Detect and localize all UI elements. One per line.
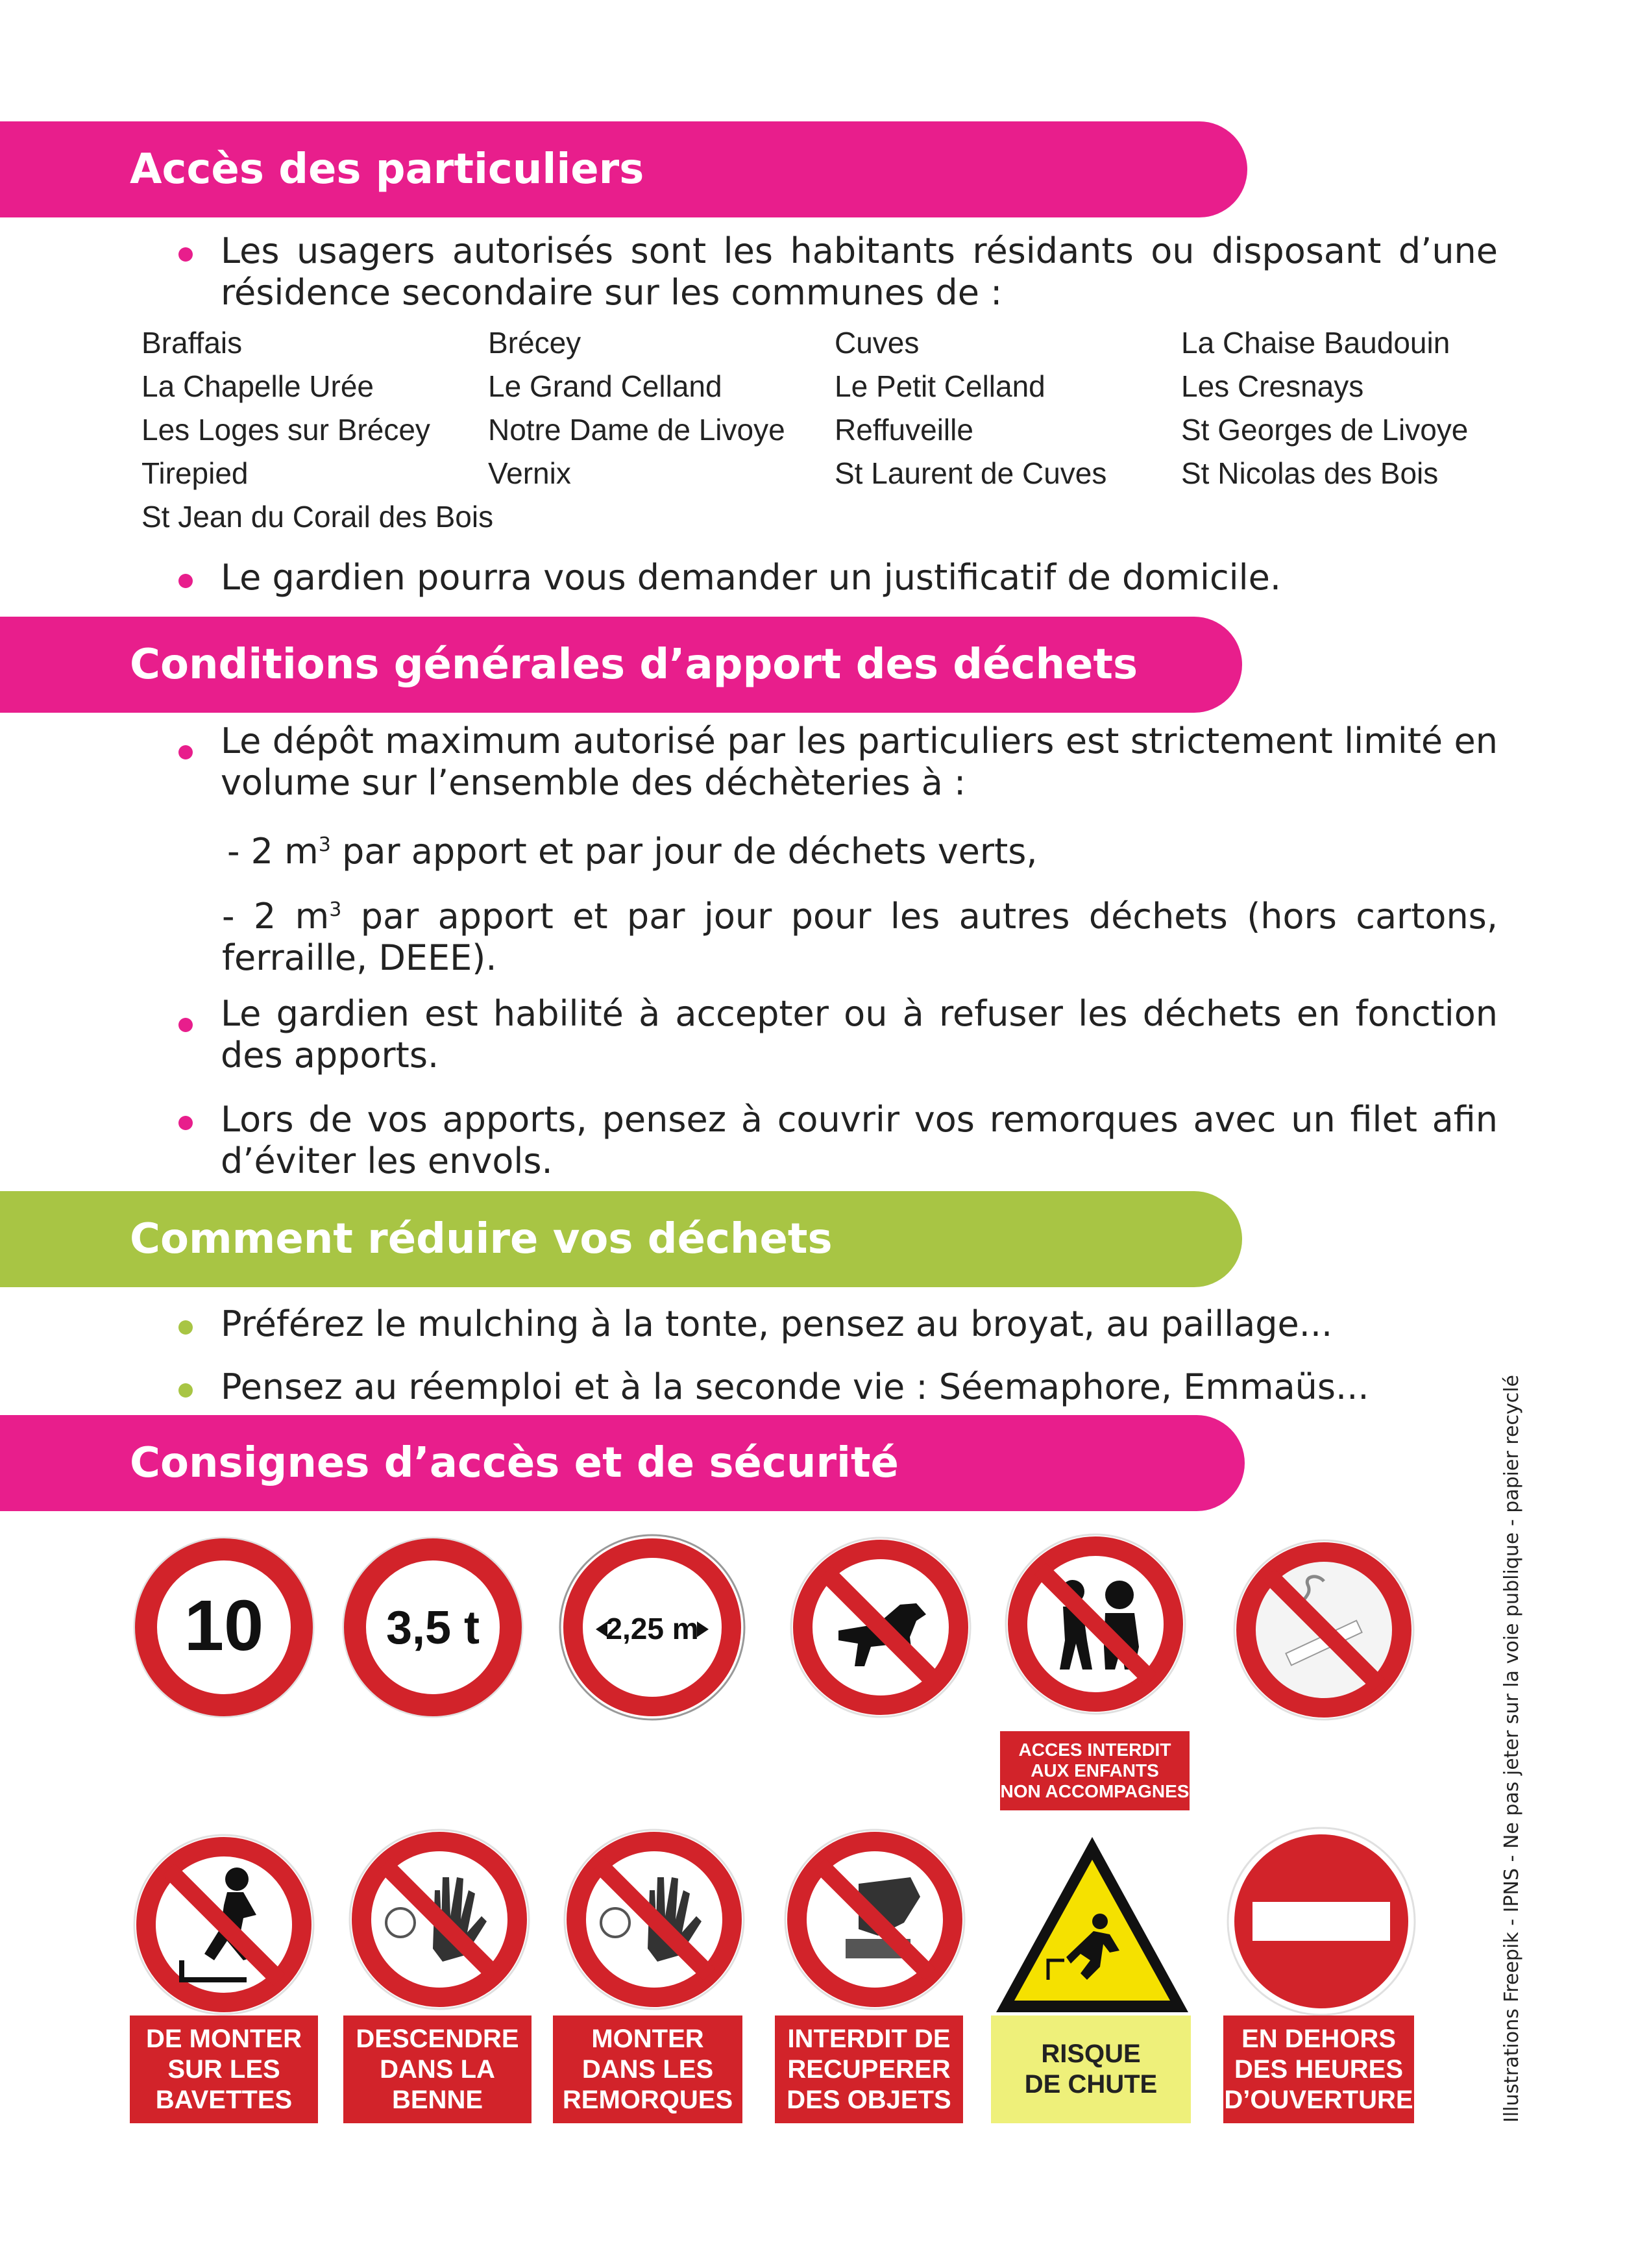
section-header-conditions xyxy=(0,617,1242,713)
no-climbing-sign xyxy=(130,1830,318,2019)
commune-item: Cuves xyxy=(835,326,920,360)
no-smoking-sign xyxy=(1230,1536,1418,1724)
section-title-conditions: Conditions générales d’apport des déchets xyxy=(130,641,1138,689)
commune-item: Le Grand Celland xyxy=(488,369,722,403)
reduire-bullet-1 xyxy=(221,1303,1498,1345)
label-horaires xyxy=(1223,2015,1414,2123)
commune-item: La Chaise Baudouin xyxy=(1181,326,1450,360)
bullet-dot xyxy=(178,1116,193,1130)
children-label-text: ACCES INTERDIT AUX ENFANTS NON ACCOMPAGNES xyxy=(1000,1740,1190,1801)
section-title-acces: Accès des particuliers xyxy=(130,145,644,193)
commune-item: St Jean du Corail des Bois xyxy=(141,500,494,534)
no-children-sign xyxy=(1001,1530,1190,1718)
children-label xyxy=(1000,1731,1190,1810)
conditions-bullet-1 xyxy=(221,721,1498,804)
section-title-consignes: Consignes d’accès et de sécurité xyxy=(130,1439,899,1487)
no-entry-skip-sign xyxy=(345,1825,533,2014)
speed-limit-value: 10 xyxy=(184,1586,264,1666)
width-limit-value: 2,25 m xyxy=(605,1612,699,1646)
label-remorques-text: MONTER DANS LES REMORQUES xyxy=(562,2024,733,2114)
credit-text: Illustrations Freepik - IPNS - Ne pas jeter sur la voie publique - papier recyclé xyxy=(1500,1375,1523,2123)
no-entry-sign xyxy=(1225,1825,1417,2017)
volume-line-green-waste xyxy=(227,824,1498,872)
conditions-bullet-3-text: Lors de vos apports, pensez à couvrir vos remorques avec un filet afin d’éviter les envols. xyxy=(221,1099,1498,1181)
acces-bullet-2 xyxy=(221,557,1498,598)
speed-limit-sign xyxy=(130,1533,318,1721)
volume-line-1-sup: 3 xyxy=(318,833,331,856)
conditions-bullet-3 xyxy=(221,1099,1498,1182)
commune-item: Vernix xyxy=(488,456,571,490)
width-limit-sign xyxy=(557,1532,748,1723)
commune-item: St Nicolas des Bois xyxy=(1181,456,1439,490)
bullet-dot xyxy=(178,745,193,759)
bullet-dot xyxy=(178,574,193,588)
label-benne-text: DESCENDRE DANS LA BENNE xyxy=(356,2024,519,2114)
commune-item: Brécey xyxy=(488,326,581,360)
label-recuperer-text: INTERDIT DE RECUPERER DES OBJETS xyxy=(787,2024,951,2114)
weight-limit-sign xyxy=(339,1533,527,1721)
commune-item: La Chapelle Urée xyxy=(141,369,374,403)
conditions-bullet-2-text: Le gardien est habilité à accepter ou à refuser les déchets en fonction des apports. xyxy=(221,993,1498,1076)
label-remorques xyxy=(553,2015,742,2123)
volume-line-1-suffix: par apport et par jour de déchets verts, xyxy=(330,831,1038,872)
communes-list xyxy=(141,321,1504,539)
label-horaires-text: EN DEHORS DES HEURES D’OUVERTURE xyxy=(1224,2024,1413,2114)
volume-line-2-sup: 3 xyxy=(329,898,342,921)
commune-item: Le Petit Celland xyxy=(835,369,1045,403)
commune-item: Braffais xyxy=(141,326,243,360)
label-bavettes-text: DE MONTER SUR LES BAVETTES xyxy=(146,2024,302,2114)
commune-item: Les Loges sur Brécey xyxy=(141,413,430,447)
bullet-dot xyxy=(178,1383,193,1398)
no-trailer-sign xyxy=(560,1825,748,2014)
acces-bullet-1 xyxy=(221,230,1498,314)
commune-item: Les Cresnays xyxy=(1181,369,1364,403)
commune-item: St Georges de Livoye xyxy=(1181,413,1469,447)
label-recuperer xyxy=(775,2015,963,2123)
label-chute-text: RISQUE DE CHUTE xyxy=(1024,2040,1158,2099)
label-benne xyxy=(343,2015,531,2123)
section-header-acces xyxy=(0,121,1247,217)
bullet-dot xyxy=(178,247,193,262)
commune-item: St Laurent de Cuves xyxy=(835,456,1107,490)
volume-line-2-prefix: - 2 m xyxy=(222,896,330,937)
acces-bullet-1-text: Les usagers autorisés sont les habitants résidants ou disposant d’une résidence secondaire sur les communes de : xyxy=(221,230,1498,313)
label-bavettes xyxy=(130,2015,318,2123)
section-header-consignes xyxy=(0,1415,1245,1511)
fall-warning-sign xyxy=(990,1830,1195,2019)
conditions-bullet-1-text: Le dépôt maximum autorisé par les particuliers est strictement limité en volume sur l’ensemble des déchèteries à : xyxy=(221,721,1498,803)
commune-item: Reffuveille xyxy=(835,413,973,447)
commune-item: Notre Dame de Livoye xyxy=(488,413,785,447)
section-header-reduire xyxy=(0,1191,1242,1287)
acces-bullet-2-text: Le gardien pourra vous demander un justificatif de domicile. xyxy=(221,557,1282,598)
bullet-dot xyxy=(178,1320,193,1335)
conditions-bullet-2 xyxy=(221,993,1498,1076)
no-scavenging-sign xyxy=(781,1825,969,2014)
reduire-bullet-2-text: Pensez au réemploi et à la seconde vie : Séemaphore, Emmaüs... xyxy=(221,1366,1369,1407)
volume-line-other-waste xyxy=(222,889,1498,979)
volume-line-2-suffix: par apport et par jour pour les autres déchets (hors cartons, ferraille, DEEE). xyxy=(222,896,1498,978)
volume-line-1-prefix: - 2 m xyxy=(227,831,319,872)
bullet-dot xyxy=(178,1018,193,1032)
reduire-bullet-1-text: Préférez le mulching à la tonte, pensez au broyat, au paillage... xyxy=(221,1303,1333,1344)
label-chute xyxy=(991,2015,1191,2123)
weight-limit-value: 3,5 t xyxy=(385,1602,480,1654)
section-title-reduire: Comment réduire vos déchets xyxy=(130,1215,833,1263)
reduire-bullet-2 xyxy=(221,1366,1498,1408)
no-dogs-sign xyxy=(787,1533,975,1721)
commune-item: Tirepied xyxy=(141,456,249,490)
